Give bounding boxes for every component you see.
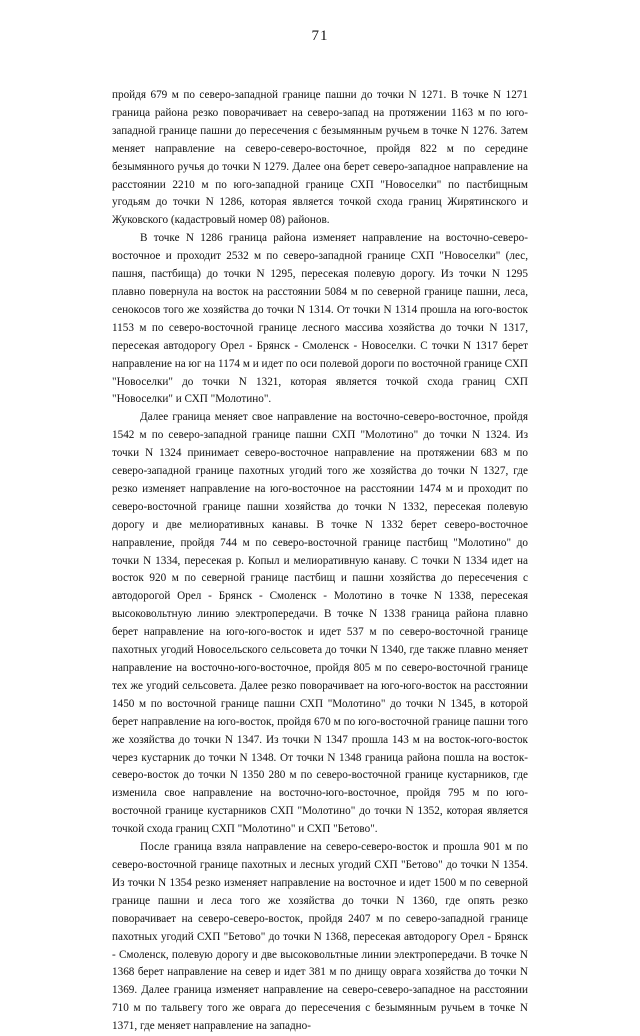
paragraph-2: В точке N 1286 граница района изменяет направление на восточно-северо-восточное и проходит 2532 м по северо-западной границе СХП "Новоселки" (лес, пашня, пастбища) до точки N 1295, пересекая полевую дорогу. Из точки N 1295 плавно повернула на восток на расстоянии 5084 м по северной границе пашни, леса, сенокосов того же хозяйства до точки N 1314. От точки N 1314 прошла на юго-восток 1153 м по северо-восточной границе лесного массива хозяйства до точки N 1317, пересекая автодорогу Орел - Брянск - Смоленск - Новоселки. С точки N 1317 берет направление на юг на 1174 м и идет по оси полевой дороги по восточной границе СХП "Новоселки" до точки N 1321, которая является точкой схода границ СХП "Новоселки" и СХП "Молотино".	[112, 232, 528, 406]
paragraph-1: пройдя 679 м по северо-западной границе пашни до точки N 1271. В точке N 1271 граница района резко поворачивает на северо-запад на протяжении 1163 м по юго-западной границе пашни до пересечения с безымянным ручьем в точке N 1276. Затем меняет направление на северо-северо-восточное, пройдя 822 м по середине безымянного ручья до точки N 1279. Далее она берет северо-западное направление на расстоянии 2210 м по юго-западной границе СХП "Новоселки" по пастбищным угодьям до точки N 1286, которая является точкой схода границ Жирятинского и Жуковского (кадастровый номер 08) районов.	[112, 89, 528, 227]
page-number: 71	[311, 28, 329, 44]
paragraph-3: Далее граница меняет свое направление на восточно-северо-восточное, пройдя 1542 м по северо-западной границе пашни СХП "Молотино" до точки N 1324. Из точки N 1324 принимает северо-восточное направление на протяжении 683 м по северо-западной границе пахотных угодий того же хозяйства до точки N 1327, где резко изменяет направление на юго-восточное на расстоянии 1474 м и проходит по северо-восточной границе пашни хозяйства до точки N 1332, пересекая полевую дорогу и две мелиоративных канавы. В точке N 1332 берет северо-восточное направление, пройдя 744 м по северо-восточной границе пастбищ "Молотино" до точки N 1334, пересекая р. Копыл и мелиоративную канаву. С точки N 1334 идет на восток 920 м по северной границе пастбищ и пашни хозяйства до пересечения с автодорогой Орел - Брянск - Смоленск - Молотино в точке N 1338, пересекая высоковольтную линию электропередачи. В точке N 1338 граница района плавно берет направление на юго-юго-восток и идет 537 м по северо-восточной границе пахотных угодий Новосельского сельсовета до точки N 1340, где также плавно меняет направление на восточно-юго-восточное, пройдя 805 м по северо-восточной границе тех же угодий сельсовета. Далее резко поворачивает на юго-юго-восток на расстоянии 1450 м по восточной границе пашни СХП "Молотино" до точки N 1345, в которой берет направление на юго-восток, пройдя 670 м по юго-восточной границе пашни того же хозяйства до точки N 1347. Из точки N 1347 прошла 143 м на восток-юго-восток через кустарник до точки N 1348. От точки N 1348 граница района пошла на восток-северо-восток до точки N 1350 280 м по северо-восточной границе кустарников, где изменила свое направление на восточно-юго-восточное, пройдя 795 м по юго-восточной границе кустарников СХП "Молотино" до точки N 1352, которая является точкой схода границ СХП "Молотино" и СХП "Бетово".	[112, 411, 528, 836]
document-body	[112, 87, 528, 1036]
paragraph-4: После граница взяла направление на северо-северо-восток и прошла 901 м по северо-восточной границе пахотных и лесных угодий СХП "Бетово" до точки N 1354. Из точки N 1354 резко изменяет направление на восточное и идет 1500 м по северной границе пашни и леса того же хозяйства до точки N 1360, где опять резко поворачивает на северо-северо-восток, пройдя 2407 м по северо-западной границе пахотных угодий СХП "Бетово" до точки N 1368, пересекая автодорогу Орел - Брянск - Смоленск, полевую дорогу и две высоковольтные линии электропередачи. В точке N 1368 берет направление на север и идет 381 м по днищу оврага хозяйства до точки N 1369. Далее граница изменяет направление на северо-северо-западное на расстоянии 710 м по тальвегу того же оврага до пересечения с безымянным ручьем в точке N 1371, где меняет направление на западно-	[112, 841, 528, 1033]
